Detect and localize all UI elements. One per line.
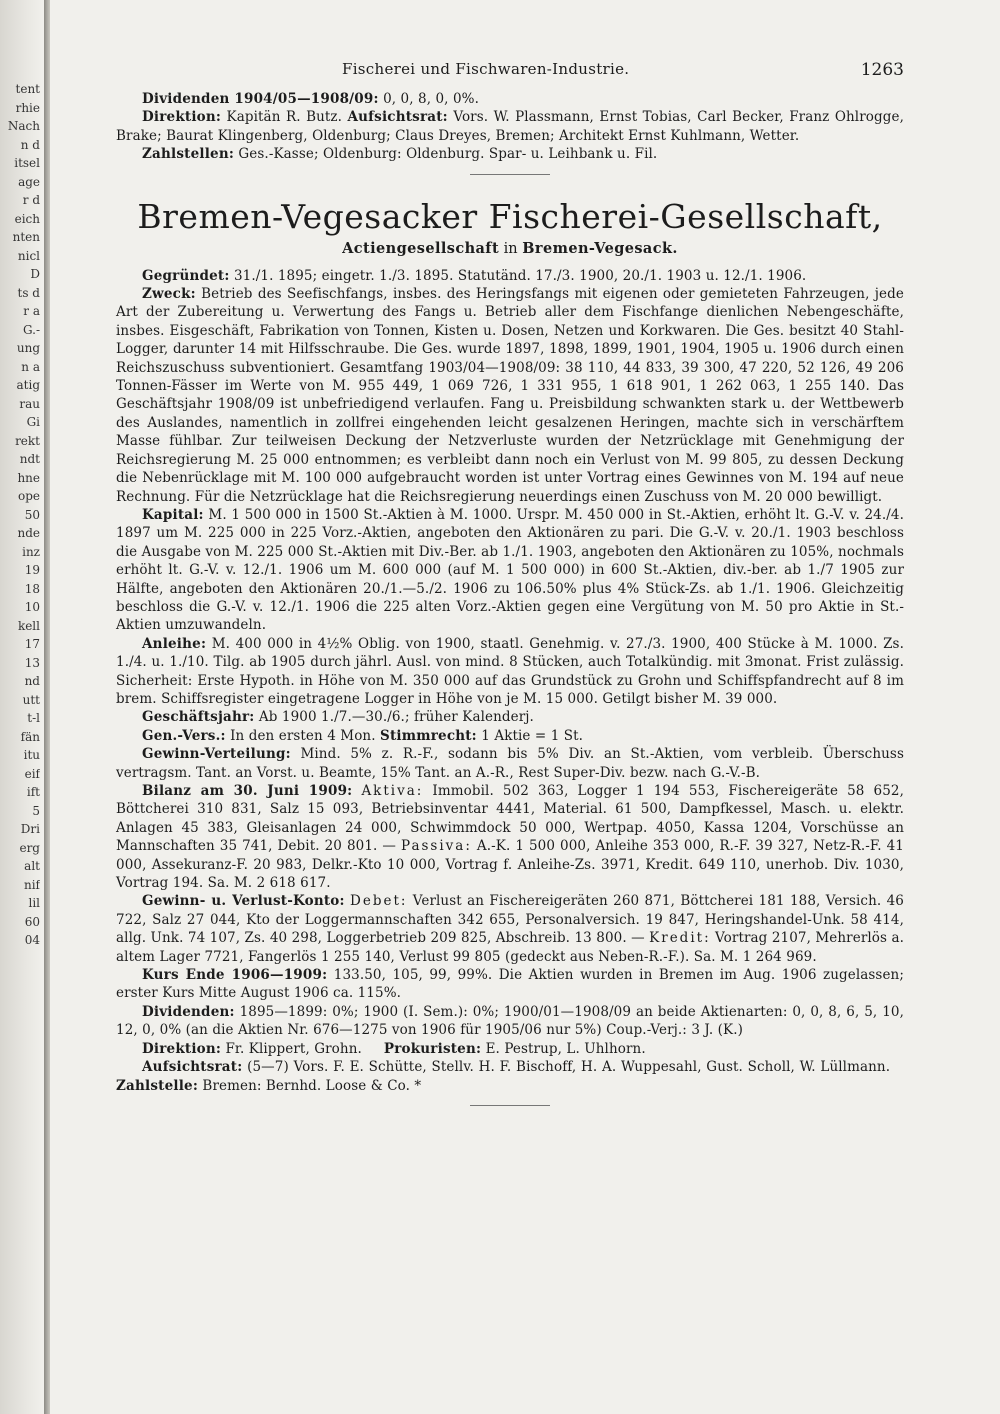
- gutter-fragment: hne: [17, 470, 40, 485]
- gutter-fragment: ung: [16, 341, 40, 355]
- end-rule: [470, 1105, 550, 1106]
- gutter-fragment: erg: [19, 840, 40, 855]
- running-head: [116, 60, 904, 90]
- gutter-fragment: Nach: [7, 119, 40, 133]
- company-title: Bremen-Vegesacker Fischerei-Gesellschaft,: [137, 196, 883, 236]
- gutter-fragment: Dri: [20, 822, 40, 836]
- section-bilanz: Bilanz am 30. Juni 1909: Aktiva: Immobil. 502 363, Logger 1 194 553, Fischereigeräte 58 652, Böttcherei 310 831, Salz 15 093, Betriebsinventar 4441, Material. 61 500, Dampfkessel, Masch. u. elektr. Anlagen 45 383, Gleisanlagen 24 000, Schwimmdock 50 000, Wertpap. 4050, Kassa 1204, Vorschüsse an Mannschaften 35 741, Debit. 20 801. — Passiva: A.-K. 1 500 000, Anleihe 353 000, R.-F. 39 327, Netz-R.-F. 41 000, Assekuranz-F. 20 983, Delkr.-Kto 10 000, Vortrag f. Anleihe-Zs. 3971, Kredit. 649 110, unerhob. Div. 1030, Vortrag 194. Sa. M. 2 618 617.: [116, 783, 904, 892]
- section-kurs: Kurs Ende 1906—1909: 133.50, 105, 99, 99%. Die Aktien wurden in Bremen im Aug. 1906 zugelassen; erster Kurs Mitte August 1906 ca. 115%.: [116, 967, 904, 1002]
- book-spine: [44, 0, 50, 1414]
- gutter-fragment: 50: [24, 507, 40, 522]
- section-aufsichtsrat: Aufsichtsrat: (5—7) Vors. F. E. Schütte, Stellv. H. F. Bischoff, H. A. Wuppesahl, Gust. Scholl, W. Lüllmann. Zahlstelle: Bremen: Bernhd. Loose & Co. *: [116, 1059, 891, 1094]
- section-gewinn-verteilung: Gewinn-Verteilung: Mind. 5% z. R.-F., sodann bis 5% Div. an St.-Aktien, vom verbleib. Überschuss vertragsm. Tant. an Vorst. u. Beamte, 15% Tant. an A.-R., Rest Super-Div. bezw. nach G.-V.-B.: [116, 746, 904, 781]
- gutter-fragment: 5: [32, 803, 40, 818]
- gutter-fragment: fän: [20, 729, 40, 744]
- section-genvers: Gen.-Vers.: In den ersten 4 Mon. Stimmrecht: 1 Aktie = 1 St.: [142, 727, 584, 744]
- gutter-fragment: D: [30, 267, 40, 281]
- gutter-fragment: nde: [17, 526, 40, 540]
- section-geschaeftsjahr: Geschäftsjahr: Ab 1900 1./7.—30./6.; früher Kalenderj.: [142, 709, 534, 726]
- gutter-fragment: ts d: [17, 285, 40, 300]
- gutter-fragment: utt: [22, 692, 40, 707]
- section-direktion: Direktion: Fr. Klippert, Grohn. Prokuristen: E. Pestrup, L. Uhlhorn.: [142, 1040, 646, 1057]
- left-page-gutter: [0, 0, 44, 1414]
- gutter-fragment: G.-: [22, 322, 40, 337]
- page-number: 1263: [860, 60, 904, 80]
- gutter-fragment: itsel: [14, 156, 40, 170]
- gutter-fragment: nten: [12, 230, 40, 244]
- gutter-fragment: rau: [19, 396, 40, 411]
- gutter-fragment: kell: [17, 618, 40, 633]
- gutter-fragment: eif: [24, 766, 40, 781]
- gutter-fragment: 19: [24, 563, 40, 577]
- section-kapital: Kapital: M. 1 500 000 in 1500 St.-Aktien à M. 1000. Urspr. M. 450 000 in St.-Aktien, erhöht lt. G.-V. v. 24./4. 1897 um M. 225 000 in 225 Vorz.-Aktien, angeboten den Aktionären zu pari. Die G.-V. v. 20./1. 1903 beschloss die Ausgabe von M. 225 000 St.-Aktien mit Div.-Ber. ab 1./1. 1903, angeboten den Aktionären zu 105%, nochmals erhöht lt. G.-V. v. 12./1. 1906 um M. 600 000 (auf M. 1 500 000) in 600 St.-Aktien, div.-ber. ab 1./7 1905 zur Hälfte, angeboten den Aktionären 20./1.—5./2. 1906 zu 106.50% plus 4% Stück-Zs. ab 1./1. 1906. Gleichzeitig beschloss die G.-V. v. 12./1. 1906 die 225 alten Vorz.-Aktien gegen eine Vergütung von M. 50 pro Aktie in St.-Aktien umzuwandeln.: [116, 506, 904, 634]
- gutter-fragment: r a: [23, 304, 40, 318]
- gutter-fragment: age: [18, 174, 40, 189]
- gutter-fragment: 10: [24, 600, 40, 614]
- running-head-title: Fischerei und Fischwaren-Industrie.: [342, 60, 630, 78]
- gutter-fragment: eich: [14, 211, 40, 226]
- gutter-fragment: ope: [17, 489, 40, 503]
- gutter-fragment: r d: [22, 193, 40, 207]
- section-zweck: Zweck: Betrieb des Seefischfangs, insbes. des Heringsfangs mit eigenen oder gemieteten Fahrzeugen, jede Art der Zubereitung u. Verwertung des Fangs u. Betrieb aller dem Fischfange dienlichen Nebengeschäfte, insbes. Eisgeschäft, Fabrikation von Tonnen, Kisten u. Dosen, Netzen und Korkwaren. Die Ges. besitzt 40 Stahl-Logger, darunter 14 mit Hilfsschraube. Die Ges. wurde 1897, 1898, 1899, 1901, 1904, 1905 u. 1906 durch einen Reichszuschuss subventioniert. Gesamtfang 1903/04—1908/09: 38 110, 44 833, 39 300, 47 220, 52 126, 49 206 Tonnen-Fässer im Werte von M. 955 449, 1 069 726, 1 331 955, 1 618 901, 1 262 063, 1 255 140. Das Geschäftsjahr 1908/09 ist unbefriedigend verlaufen. Fang u. Preisbildung schwankten stark u. der Wettbewerb des Auslandes, namentlich in zollfrei eingehenden leicht gesalzenen Heringen, machte sich in verschärftem Masse fühlbar. Zur teilweisen Deckung der Netzverluste wurden der Netzrücklage mit Genehmigung der Reichsregierung M. 25 000 entnommen; es verbleibt dann noch ein Verlust von M. 99 805, zu dessen Deckung die Nebenrücklage mit M. 100 000 aufgebraucht worden ist unter Vortrag eines Gewinnes von M. 194 auf neue Rechnung. Für die Netzrücklage hat die Reichsregierung neuerdings einen Zuschuss von M. 20 000 bewilligt.: [116, 286, 904, 505]
- page: [116, 60, 904, 1116]
- gutter-fragment: itu: [23, 748, 40, 762]
- gutter-fragment: 04: [24, 933, 40, 947]
- company-subtitle: Actiengesellschaft in Bremen-Vegesack.: [342, 239, 678, 257]
- gutter-fragment: atig: [16, 378, 40, 392]
- section-gewinn-verlust: Gewinn- u. Verlust-Konto: Debet: Verlust an Fischereigeräten 260 871, Böttcherei 181 188, Versich. 46 722, Salz 27 044, Kto der Loggermannschaften 342 655, Personalversich. 19 847, Heringshandel-Unk. 58 414, allg. Unk. 74 107, Zs. 40 298, Loggerbetrieb 209 825, Abschreib. 13 800. — Kredit: Vortrag 2107, Mehrerlös a. altem Lager 7721, Fangerlös 1 255 140, Verlust 99 805 (gedeckt aus Neben-R.-F.). Sa. M. 1 264 969.: [116, 893, 904, 965]
- gutter-fragment: n d: [20, 137, 40, 152]
- gutter-fragment: nif: [23, 877, 40, 892]
- gutter-fragment: nicl: [17, 248, 40, 263]
- gutter-fragment: t-l: [27, 711, 40, 725]
- adjacent-page-fragments: [0, 80, 40, 950]
- gutter-fragment: 18: [24, 581, 40, 596]
- gutter-fragment: nd: [24, 674, 40, 688]
- gutter-fragment: rhie: [15, 100, 40, 115]
- divider-rule: [470, 174, 550, 175]
- gutter-fragment: 13: [24, 655, 40, 670]
- gutter-fragment: 60: [24, 914, 40, 929]
- gutter-fragment: inz: [22, 544, 40, 559]
- gutter-fragment: lil: [28, 896, 40, 910]
- gutter-fragment: 17: [24, 637, 40, 651]
- prev-zahlstellen: Zahlstellen: Ges.-Kasse; Oldenburg: Oldenburg. Spar- u. Leihbank u. Fil.: [142, 146, 658, 163]
- gutter-fragment: rekt: [15, 433, 40, 448]
- gutter-fragment: alt: [24, 859, 40, 873]
- gutter-fragment: ndt: [19, 452, 40, 466]
- section-anleihe: Anleihe: M. 400 000 in 4½% Oblig. von 1900, staatl. Genehmig. v. 27./3. 1900, 400 Stücke à M. 1000. Zs. 1./4. u. 1./10. Tilg. ab 1905 durch jährl. Ausl. von mind. 8 Stücken, auch Totalkündig. mit 3monat. Frist zulässig. Sicherheit: Erste Hypoth. in Höhe von M. 350 000 auf das Grundstück zu Grohn und Schiffspfandrecht auf 8 im brem. Schiffsregister eingetragene Logger in Höhe von je M. 15 000. Getilgt bisher M. 39 000.: [116, 635, 904, 707]
- gutter-fragment: tent: [15, 82, 40, 96]
- gutter-fragment: ift: [26, 785, 40, 799]
- section-dividenden: Dividenden: 1895—1899: 0%; 1900 (I. Sem.): 0%; 1900/01—1908/09 an beide Aktienarten: 0, 0, 8, 6, 5, 10, 12, 0, 0% (an die Aktien Nr. 676—1275 von 1906 für 1905/06 nur 5%) Coup.-Verj.: 3 J. (K.): [116, 1003, 904, 1039]
- gutter-fragment: n a: [21, 359, 40, 374]
- prev-dividenden: Dividenden 1904/05—1908/09: 0, 0, 8, 0, 0%.: [142, 91, 479, 107]
- section-gegruendet: Gegründet: 31./1. 1895; eingetr. 1./3. 1895. Statutänd. 17./3. 1900, 20./1. 1903 u. 12./1. 1906.: [142, 267, 807, 284]
- gutter-fragment: Gi: [26, 415, 40, 429]
- prev-direktion: Direktion: Kapitän R. Butz. Aufsichtsrat: Vors. W. Plassmann, Ernst Tobias, Carl Becker, Franz Ohlrogge, Brake; Baurat Klingenberg, Oldenburg; Claus Dreyes, Bremen; Architekt Ernst Kuhlmann, Wetter.: [116, 109, 904, 144]
